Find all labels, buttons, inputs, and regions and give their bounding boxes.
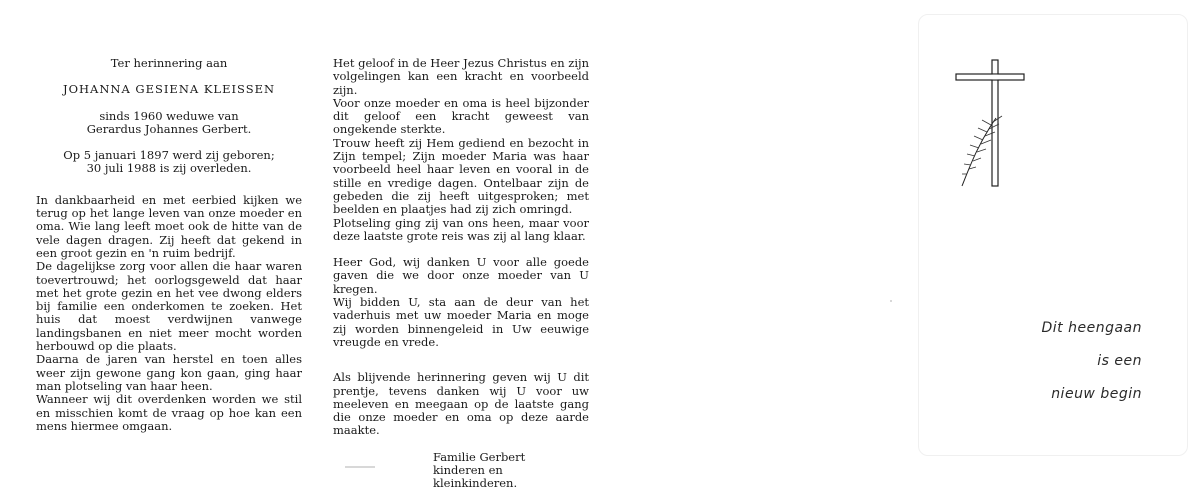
paragraph: Plotseling ging zij van ons heen, maar voor deze laatste grote reis was zij al lang klaar. <box>333 215 589 243</box>
dates-line-2: 30 juli 1988 is zij overleden. <box>86 161 252 176</box>
prayer-paragraph: Heer God, wij danken U voor alle goede gaven die we door onze moeder van U kregen. <box>333 255 589 296</box>
intro-line: Ter herinnering aan <box>110 56 228 70</box>
prayer-paragraph: Wij bidden U, sta aan de deur van het vaderhuis met uw moeder Maria en moge zij worden binnengeleid in Uw eeuwige vreugde en vrede. <box>333 295 589 349</box>
verse-line-1: Dit heengaan <box>1041 320 1142 336</box>
closing-paragraph: Als blijvende herinnering geven wij U dit prentje, tevens danken wij U voor uw meeleven en meegaan op de laatste gang die onze moeder en oma op deze aarde maakte. <box>333 370 589 438</box>
deceased-name: JOHANNA GESIENA KLEISSEN <box>62 82 276 97</box>
paragraph: Trouw heeft zij Hem gediend en bezocht in Zijn tempel; Zijn moeder Maria was haar voorbeeld heel haar leven en vooral in de stille en vredige dagen. Ontelbaar zijn de gebeden die zij heeft uitgesproken; met beelden en plaatjes had zij zich omringd. <box>333 135 589 217</box>
paragraph: Het geloof in de Heer Jezus Christus en zijn volgelingen kan een kracht en voorbeeld zijn. <box>333 56 589 97</box>
paragraph: Daarna de jaren van herstel en toen alles weer zijn gewone gang kon gaan, ging haar man plotseling van haar heen. <box>36 352 302 393</box>
memorial-text-right <box>333 57 589 491</box>
paragraph: Voor onze moeder en oma is heel bijzonder dit geloof een kracht geweest van ongekende sterkte. <box>333 95 589 137</box>
scan-artifact <box>345 466 375 468</box>
verse-line-2: is een <box>1097 353 1142 369</box>
signature-line-1: Familie Gerbert <box>433 449 526 464</box>
dates-line-1: Op 5 januari 1897 werd zij geboren; <box>63 148 275 163</box>
front-card-verse <box>922 320 1142 402</box>
widow-line-2: Gerardus Johannes Gerbert. <box>86 121 252 136</box>
signature-line-2: kinderen en kleinkinderen. <box>433 463 518 491</box>
paragraph: Wanneer wij dit overdenken worden we stil en misschien komt de vraag op hoe kan een mens hiermee omgaan. <box>36 392 302 433</box>
memorial-text-left <box>36 57 302 433</box>
scan-artifact <box>890 300 892 302</box>
widow-line-1: sinds 1960 weduwe van <box>99 108 239 123</box>
cross-with-palm-icon <box>952 58 1027 190</box>
paragraph: De dagelijkse zorg voor allen die haar waren toevertrouwd; het oorlogsgeweld dat haar met het grote gezin en het vee dwong elders bij familie een onderkomen te zoeken. Het huis dat moest verdwijnen vanwege landingsbanen en niet meer mocht worden herbouwd op die plaats. <box>36 259 302 354</box>
verse-line-3: nieuw begin <box>1051 386 1142 402</box>
paragraph: In dankbaarheid en met eerbied kijken we terug op het lange leven van onze moeder en oma. Wie lang leeft moet ook de hitte van de vele dagen dragen. Zij heeft dat gekend in een groot gezin en 'n ruim bedrijf. <box>36 192 302 260</box>
